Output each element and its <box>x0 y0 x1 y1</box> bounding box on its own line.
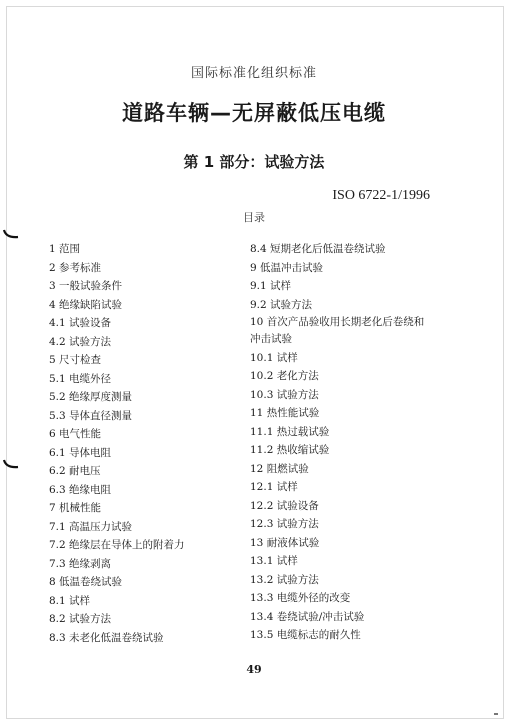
toc-entry: 11.1 热过载试验 <box>250 425 330 438</box>
toc-entry: 7.1 高温压力试验 <box>49 520 133 533</box>
toc-entry: 10.2 老化方法 <box>250 370 319 382</box>
toc-entry: 4.1 试验设备 <box>49 317 112 329</box>
toc-entry: 13.4 卷绕试验/冲击试验 <box>250 610 365 623</box>
toc-entry: 2 参考标准 <box>49 261 102 274</box>
toc-entry: 6.2 耐电压 <box>49 465 101 477</box>
toc-entry: 8.4 短期老化后低温卷绕试验 <box>250 243 386 255</box>
toc-entry: 5.2 绝缘厚度测量 <box>49 391 133 403</box>
toc-entry: 5.1 电缆外径 <box>49 372 112 385</box>
toc-entry: 8.3 未老化低温卷绕试验 <box>49 631 164 644</box>
toc-entry-continuation: 冲击试验 <box>250 333 292 345</box>
toc-entry: 11.2 热收缩试验 <box>250 444 330 456</box>
toc-entry: 11 热性能试验 <box>250 407 320 419</box>
toc-entry: 12 阻燃试验 <box>250 462 309 475</box>
toc-entry: 10 首次产品验收用长期老化后卷绕和 <box>250 316 425 328</box>
toc-entry: 13.2 试验方法 <box>250 573 319 586</box>
toc-entry: 4.2 试验方法 <box>49 335 112 348</box>
toc-entry: 13 耐液体试验 <box>250 536 320 549</box>
toc-entry: 6.1 导体电阻 <box>49 446 112 459</box>
toc-entry: 4 绝缘缺陷试验 <box>49 298 123 311</box>
toc-entry: 8.1 试样 <box>49 594 91 607</box>
toc-entry: 12.3 试验方法 <box>250 518 319 530</box>
toc-entry: 8.2 试验方法 <box>49 613 112 625</box>
toc-entry: 7.2 绝缘层在导体上的附着力 <box>49 539 185 551</box>
toc-entry: 13.3 电缆外径的改变 <box>250 592 351 604</box>
toc-entry: 10.3 试验方法 <box>250 388 319 401</box>
toc-left-column <box>49 240 249 647</box>
toc-entry: 10.1 试样 <box>250 351 298 364</box>
binding-mark-icon <box>2 228 20 240</box>
organization-heading: 国际标准化组织标准 <box>190 66 317 81</box>
toc-heading: 目录 <box>243 211 265 224</box>
toc-entry: 12.1 试样 <box>250 481 298 493</box>
toc-entry: 9 低温冲击试验 <box>250 261 324 274</box>
toc-entry: 13.5 电缆标志的耐久性 <box>250 629 361 641</box>
document-subtitle: 第 1 部分：试验方法 <box>183 153 325 171</box>
toc-entry: 13.1 试样 <box>250 555 298 567</box>
toc-entry: 6 电气性能 <box>49 428 102 440</box>
document-title: 道路车辆—无屏蔽低压电缆 <box>122 101 386 125</box>
page-number: 49 <box>246 663 262 676</box>
toc-entry: 5 尺寸检查 <box>49 354 102 366</box>
toc-right-column <box>250 240 450 645</box>
scan-speck <box>494 713 498 715</box>
toc-entry: 12.2 试验设备 <box>250 499 319 512</box>
toc-entry: 8 低温卷绕试验 <box>49 576 123 588</box>
binding-mark-icon <box>2 458 20 470</box>
toc-entry: 6.3 绝缘电阻 <box>49 483 112 496</box>
toc-entry: 9.1 试样 <box>250 280 292 292</box>
toc-entry: 3 一般试验条件 <box>49 280 123 292</box>
toc-entry: 9.2 试验方法 <box>250 298 313 311</box>
toc-entry: 7 机械性能 <box>49 502 102 514</box>
toc-entry: 7.3 绝缘剥离 <box>49 557 112 570</box>
toc-entry: 1 范围 <box>49 243 81 255</box>
standard-number: ISO 6722-1/1996 <box>332 188 430 203</box>
toc-entry: 5.3 导体直径测量 <box>49 409 133 422</box>
